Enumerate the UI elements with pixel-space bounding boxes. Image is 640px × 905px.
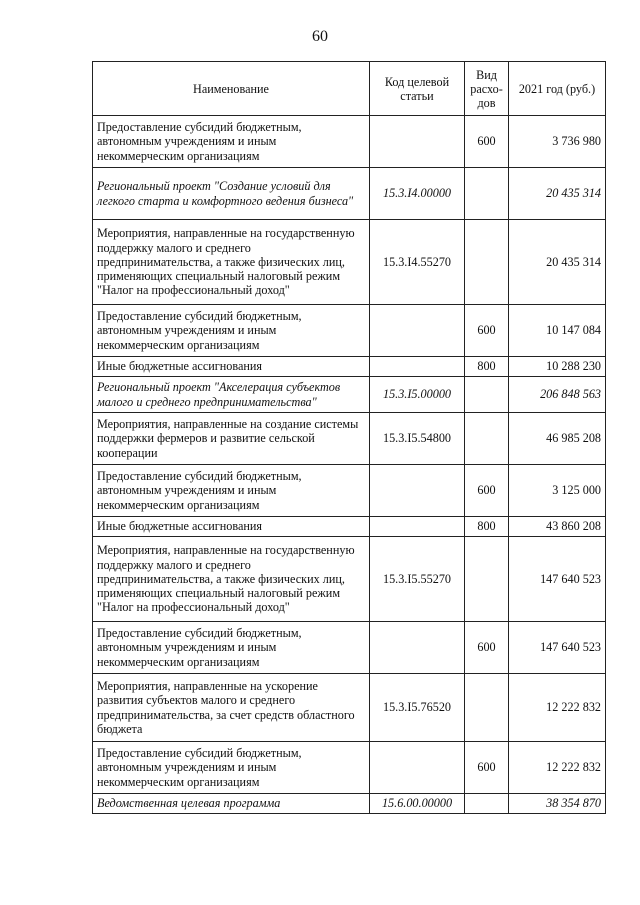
table-row [93, 116, 606, 168]
header-code: Код целевой статьи [370, 62, 465, 116]
row-amount-cell: 147 640 523 [509, 537, 606, 622]
page-number: 60 [312, 28, 328, 45]
row-amount-cell: 12 222 832 [509, 674, 606, 742]
row-code-cell: 15.3.I5.00000 [370, 377, 465, 413]
table-row [93, 168, 606, 220]
table-row [93, 357, 606, 377]
row-amount-cell: 10 147 084 [509, 305, 606, 357]
row-code-cell [370, 622, 465, 674]
row-code-cell: 15.3.I5.76520 [370, 674, 465, 742]
row-code-cell: 15.3.I4.00000 [370, 168, 465, 220]
row-vid-cell [465, 537, 509, 622]
row-code-cell [370, 305, 465, 357]
row-code-cell [370, 465, 465, 517]
table-row [93, 622, 606, 674]
header-name: Наименование [93, 62, 370, 116]
row-name-cell: Региональный проект "Акселерация субъектов малого и среднего предпринимательства" [93, 377, 370, 413]
row-vid-cell [465, 413, 509, 465]
table-row [93, 674, 606, 742]
row-amount-cell: 20 435 314 [509, 168, 606, 220]
row-code-cell [370, 116, 465, 168]
row-amount-cell: 10 288 230 [509, 357, 606, 377]
header-amount: 2021 год (руб.) [509, 62, 606, 116]
table-row [93, 465, 606, 517]
table-row [93, 305, 606, 357]
row-name-cell: Предоставление субсидий бюджетным, автономным учреждениям и иным некоммерческим организациям [93, 465, 370, 517]
row-code-cell [370, 357, 465, 377]
row-amount-cell: 46 985 208 [509, 413, 606, 465]
row-name-cell: Мероприятия, направленные на ускорение развития субъектов малого и среднего предпринимательства, за счет средств областного бюджета [93, 674, 370, 742]
row-amount-cell: 38 354 870 [509, 794, 606, 814]
row-name-cell: Мероприятия, направленные на государственную поддержку малого и среднего предпринимательства, а также физических лиц, применяющих специальный налоговый режим "Налог на профессиональный доход" [93, 537, 370, 622]
row-name-cell: Региональный проект "Создание условий для легкого старта и комфортного ведения бизнеса" [93, 168, 370, 220]
budget-table [92, 61, 606, 814]
table-row [93, 742, 606, 794]
row-amount-cell: 43 860 208 [509, 517, 606, 537]
row-name-cell: Иные бюджетные ассигнования [93, 517, 370, 537]
table-row [93, 537, 606, 622]
row-amount-cell: 3 125 000 [509, 465, 606, 517]
row-code-cell: 15.3.I5.54800 [370, 413, 465, 465]
row-code-cell [370, 517, 465, 537]
row-amount-cell: 12 222 832 [509, 742, 606, 794]
row-vid-cell: 600 [465, 622, 509, 674]
row-vid-cell: 600 [465, 116, 509, 168]
row-vid-cell [465, 794, 509, 814]
row-code-cell: 15.6.00.00000 [370, 794, 465, 814]
row-vid-cell: 600 [465, 465, 509, 517]
row-vid-cell [465, 674, 509, 742]
row-name-cell: Предоставление субсидий бюджетным, автономным учреждениям и иным некоммерческим организациям [93, 116, 370, 168]
row-vid-cell: 600 [465, 305, 509, 357]
table-row [93, 517, 606, 537]
row-vid-cell [465, 377, 509, 413]
row-amount-cell: 147 640 523 [509, 622, 606, 674]
header-vid: Вид расхо-дов [465, 62, 509, 116]
row-vid-cell: 800 [465, 357, 509, 377]
table-row [93, 413, 606, 465]
row-amount-cell: 3 736 980 [509, 116, 606, 168]
row-name-cell: Ведомственная целевая программа [93, 794, 370, 814]
row-name-cell: Предоставление субсидий бюджетным, автономным учреждениям и иным некоммерческим организациям [93, 305, 370, 357]
row-vid-cell: 600 [465, 742, 509, 794]
row-code-cell: 15.3.I5.55270 [370, 537, 465, 622]
table-header-row [93, 62, 606, 116]
table-body [93, 116, 606, 814]
row-vid-cell [465, 220, 509, 305]
table-row [93, 220, 606, 305]
row-name-cell: Мероприятия, направленные на государственную поддержку малого и среднего предпринимательства, а также физических лиц, применяющих специальный налоговый режим "Налог на профессиональный доход" [93, 220, 370, 305]
row-amount-cell: 206 848 563 [509, 377, 606, 413]
table-row [93, 794, 606, 814]
row-vid-cell: 800 [465, 517, 509, 537]
row-amount-cell: 20 435 314 [509, 220, 606, 305]
table-row [93, 377, 606, 413]
row-code-cell: 15.3.I4.55270 [370, 220, 465, 305]
row-vid-cell [465, 168, 509, 220]
row-name-cell: Предоставление субсидий бюджетным, автономным учреждениям и иным некоммерческим организациям [93, 622, 370, 674]
row-code-cell [370, 742, 465, 794]
row-name-cell: Мероприятия, направленные на создание системы поддержки фермеров и развитие сельской кооперации [93, 413, 370, 465]
row-name-cell: Иные бюджетные ассигнования [93, 357, 370, 377]
row-name-cell: Предоставление субсидий бюджетным, автономным учреждениям и иным некоммерческим организациям [93, 742, 370, 794]
